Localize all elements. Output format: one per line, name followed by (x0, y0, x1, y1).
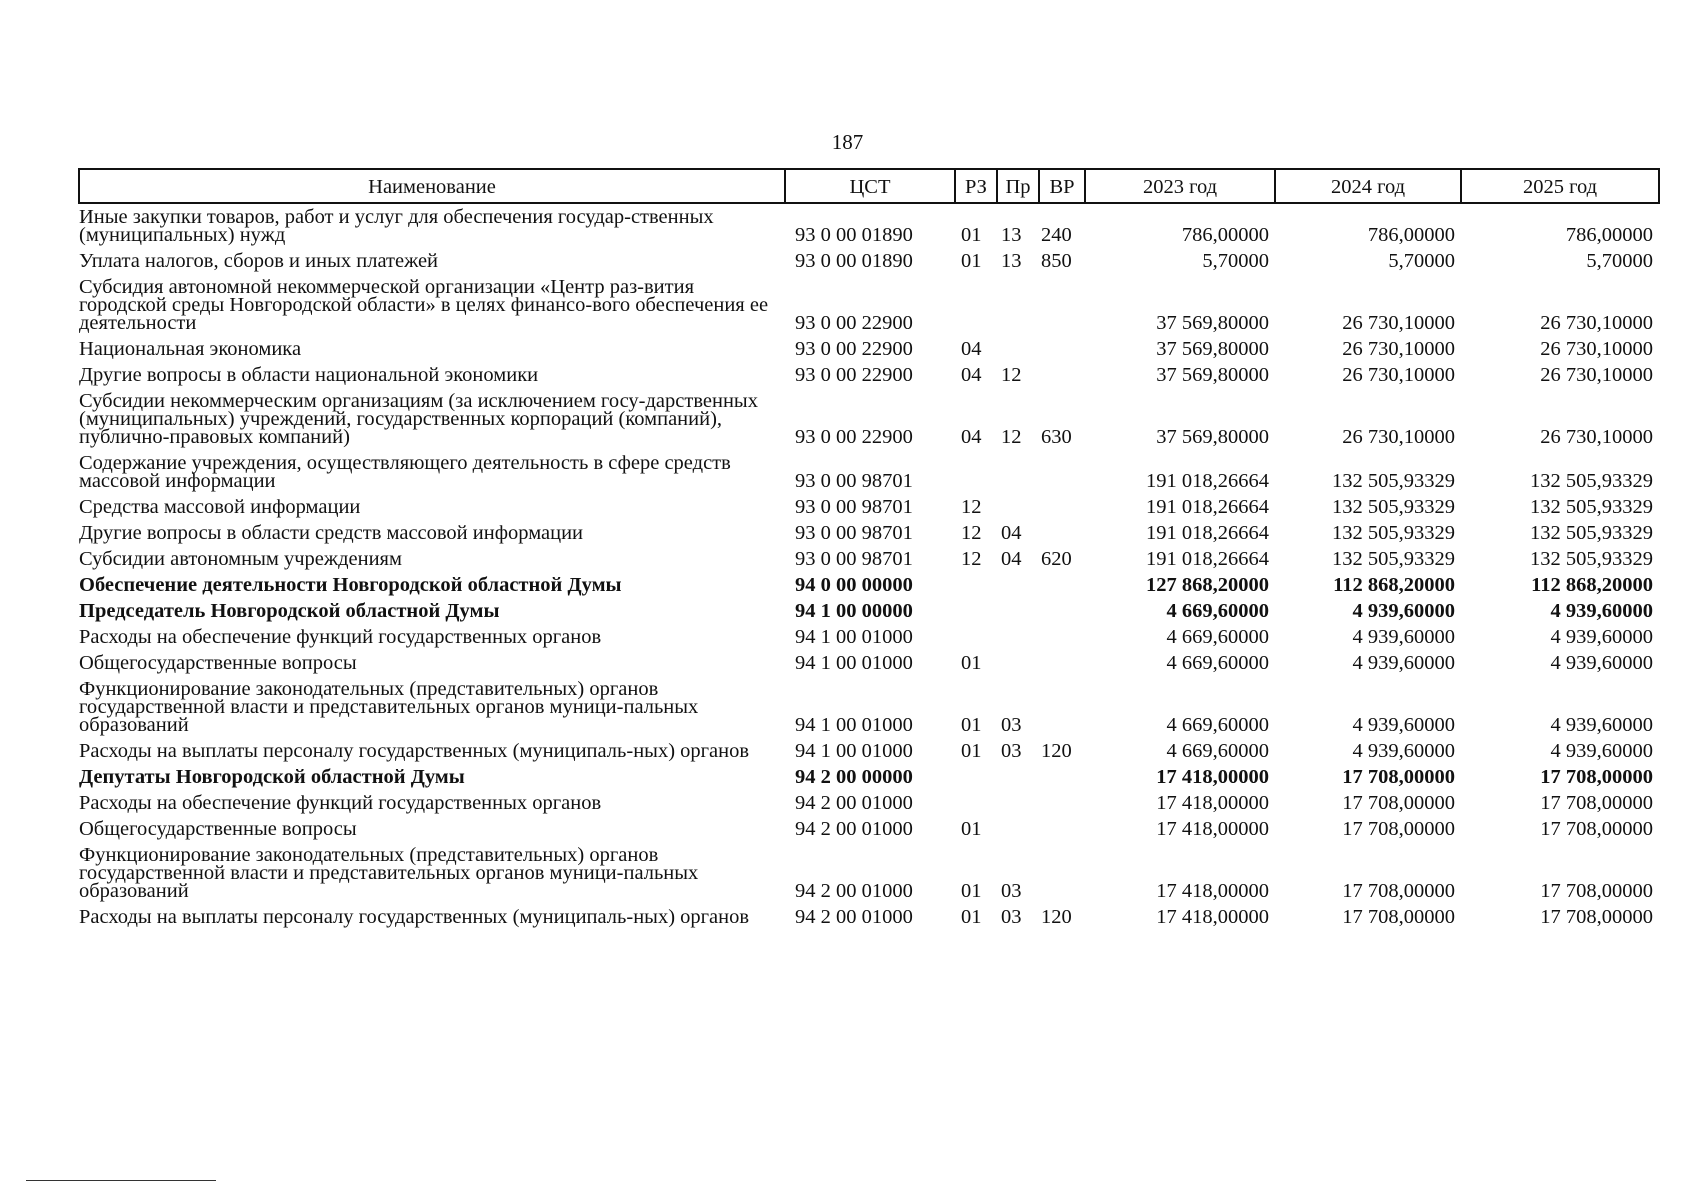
row-rz (955, 624, 997, 650)
table-row (79, 362, 1659, 388)
row-name: Председатель Новгородской областной Думы (79, 600, 500, 622)
table-row (79, 738, 1659, 764)
row-cst: 94 2 00 01000 (795, 906, 913, 928)
row-2025-amount: 132 505,93329 (1530, 470, 1653, 492)
row-2025-amount: 112 868,20000 (1531, 574, 1653, 596)
table-row (79, 624, 1659, 650)
row-2025-amount: 4 939,60000 (1550, 626, 1653, 648)
row-vr (1039, 450, 1085, 494)
row-2025-amount: 5,70000 (1586, 250, 1653, 272)
row-pr (997, 790, 1039, 816)
row-rz: 01 (961, 880, 982, 902)
row-cst: 93 0 00 01890 (795, 250, 913, 272)
header-cst: ЦСТ (785, 169, 955, 203)
row-2025-amount: 17 708,00000 (1540, 766, 1653, 788)
row-2024-amount: 132 505,93329 (1332, 470, 1455, 492)
row-2025-amount: 26 730,10000 (1540, 338, 1653, 360)
row-2023-amount: 17 418,00000 (1156, 792, 1269, 814)
row-rz: 12 (961, 548, 982, 570)
row-rz (955, 764, 997, 790)
row-2023-amount: 4 669,60000 (1166, 652, 1269, 674)
row-2023-amount: 191 018,26664 (1146, 548, 1269, 570)
row-rz: 01 (961, 906, 982, 928)
row-pr: 04 (1001, 548, 1022, 570)
row-2024-amount: 4 939,60000 (1352, 714, 1455, 736)
row-2023-amount: 4 669,60000 (1166, 740, 1269, 762)
row-rz: 12 (961, 522, 982, 544)
row-cst: 93 0 00 22900 (795, 338, 913, 360)
row-rz: 01 (961, 740, 982, 762)
row-pr (997, 650, 1039, 676)
table-row (79, 572, 1659, 598)
row-name: Расходы на обеспечение функций государственных органов (79, 626, 602, 648)
row-cst: 93 0 00 22900 (795, 312, 913, 334)
budget-table (78, 168, 1660, 930)
row-cst: 93 0 00 22900 (795, 364, 913, 386)
row-rz: 04 (961, 426, 982, 448)
row-vr (1039, 790, 1085, 816)
row-2024-amount: 17 708,00000 (1342, 792, 1455, 814)
row-2023-amount: 191 018,26664 (1146, 496, 1269, 518)
row-cst: 94 1 00 01000 (795, 714, 913, 736)
row-rz (955, 572, 997, 598)
row-cst: 94 1 00 01000 (795, 652, 913, 674)
row-rz (955, 450, 997, 494)
row-2024-amount: 132 505,93329 (1332, 496, 1455, 518)
header-pr: Пр (997, 169, 1039, 203)
row-name: Расходы на выплаты персоналу государственных (муниципаль-ных) органов (79, 740, 750, 762)
row-pr (997, 336, 1039, 362)
row-cst: 93 0 00 22900 (795, 426, 913, 448)
row-name: Субсидии автономным учреждениям (79, 548, 402, 570)
row-pr: 13 (1001, 224, 1022, 246)
row-2023-amount: 4 669,60000 (1166, 600, 1269, 622)
table-row (79, 388, 1659, 450)
footnote-divider (26, 1180, 216, 1181)
table-row (79, 676, 1659, 738)
row-2025-amount: 26 730,10000 (1540, 426, 1653, 448)
row-name: Функционирование законодательных (представительных) органов государственной власти и представительных органов муници-пальных образований (79, 678, 699, 736)
row-pr (997, 572, 1039, 598)
row-rz (955, 790, 997, 816)
row-2023-amount: 37 569,80000 (1156, 312, 1269, 334)
row-2025-amount: 26 730,10000 (1540, 364, 1653, 386)
row-2023-amount: 786,00000 (1181, 224, 1269, 246)
row-vr (1039, 520, 1085, 546)
row-2024-amount: 17 708,00000 (1342, 906, 1455, 928)
row-rz: 12 (961, 496, 982, 518)
row-name: Субсидии некоммерческим организациям (за исключением госу-дарственных (муниципальных) учреждений, государственных корпораций (компаний), публично-правовых компаний) (79, 390, 758, 448)
table-row (79, 494, 1659, 520)
row-name: Другие вопросы в области национальной экономики (79, 364, 539, 386)
table-row (79, 650, 1659, 676)
row-2025-amount: 4 939,60000 (1550, 600, 1653, 622)
row-2025-amount: 132 505,93329 (1530, 496, 1653, 518)
row-2025-amount: 132 505,93329 (1530, 548, 1653, 570)
budget-table-container (78, 168, 1658, 930)
row-pr (997, 624, 1039, 650)
row-2025-amount: 4 939,60000 (1550, 740, 1653, 762)
row-2024-amount: 4 939,60000 (1352, 652, 1455, 674)
table-row (79, 520, 1659, 546)
row-cst: 93 0 00 98701 (795, 496, 913, 518)
row-2024-amount: 17 708,00000 (1342, 880, 1455, 902)
row-cst: 94 2 00 00000 (795, 766, 913, 788)
row-2025-amount: 4 939,60000 (1550, 652, 1653, 674)
row-2023-amount: 17 418,00000 (1156, 766, 1269, 788)
row-name: Уплата налогов, сборов и иных платежей (79, 250, 439, 272)
row-rz: 01 (961, 818, 982, 840)
row-pr (997, 816, 1039, 842)
row-pr (997, 494, 1039, 520)
table-row (79, 248, 1659, 274)
row-vr (1039, 572, 1085, 598)
row-name: Общегосударственные вопросы (79, 652, 357, 674)
table-row (79, 546, 1659, 572)
table-row (79, 450, 1659, 494)
row-cst: 94 2 00 01000 (795, 880, 913, 902)
table-row (79, 598, 1659, 624)
table-row (79, 764, 1659, 790)
row-pr (997, 764, 1039, 790)
row-cst: 94 2 00 01000 (795, 792, 913, 814)
row-pr: 03 (1001, 906, 1022, 928)
row-2023-amount: 5,70000 (1202, 250, 1269, 272)
row-2024-amount: 26 730,10000 (1342, 338, 1455, 360)
row-name: Функционирование законодательных (представительных) органов государственной власти и представительных органов муници-пальных образований (79, 844, 699, 902)
row-rz (955, 598, 997, 624)
row-cst: 93 0 00 98701 (795, 470, 913, 492)
row-2023-amount: 37 569,80000 (1156, 364, 1269, 386)
row-rz: 04 (961, 364, 982, 386)
row-2025-amount: 17 708,00000 (1540, 906, 1653, 928)
table-row (79, 790, 1659, 816)
row-pr: 04 (1001, 522, 1022, 544)
row-rz: 01 (961, 714, 982, 736)
row-vr (1039, 842, 1085, 904)
row-cst: 94 1 00 01000 (795, 740, 913, 762)
row-name: Расходы на обеспечение функций государственных органов (79, 792, 602, 814)
row-rz: 01 (961, 250, 982, 272)
row-vr (1039, 362, 1085, 388)
header-2024: 2024 год (1275, 169, 1461, 203)
row-name: Средства массовой информации (79, 496, 361, 518)
table-body (79, 203, 1659, 930)
row-vr (1039, 650, 1085, 676)
row-2023-amount: 17 418,00000 (1156, 906, 1269, 928)
row-vr (1039, 336, 1085, 362)
row-cst: 93 0 00 01890 (795, 224, 913, 246)
row-2023-amount: 127 868,20000 (1146, 574, 1269, 596)
row-vr (1039, 274, 1085, 336)
header-2023: 2023 год (1085, 169, 1275, 203)
row-name: Общегосударственные вопросы (79, 818, 357, 840)
row-pr: 12 (1001, 364, 1022, 386)
row-vr (1039, 624, 1085, 650)
row-vr: 630 (1041, 426, 1072, 448)
row-vr: 120 (1041, 740, 1072, 762)
row-2023-amount: 191 018,26664 (1146, 470, 1269, 492)
row-cst: 94 0 00 00000 (795, 574, 913, 596)
row-rz: 01 (961, 652, 982, 674)
row-2025-amount: 17 708,00000 (1540, 880, 1653, 902)
header-vr: ВР (1039, 169, 1085, 203)
row-2024-amount: 26 730,10000 (1342, 364, 1455, 386)
row-rz (955, 274, 997, 336)
row-2024-amount: 26 730,10000 (1342, 312, 1455, 334)
row-2023-amount: 191 018,26664 (1146, 522, 1269, 544)
row-2024-amount: 17 708,00000 (1342, 818, 1455, 840)
row-name: Другие вопросы в области средств массовой информации (79, 522, 584, 544)
row-cst: 94 2 00 01000 (795, 818, 913, 840)
header-rz: РЗ (955, 169, 997, 203)
row-2024-amount: 112 868,20000 (1333, 574, 1455, 596)
page-number: 187 (831, 130, 864, 154)
row-pr: 13 (1001, 250, 1022, 272)
row-2025-amount: 132 505,93329 (1530, 522, 1653, 544)
table-row (79, 904, 1659, 930)
row-vr (1039, 764, 1085, 790)
row-name: Иные закупки товаров, работ и услуг для обеспечения государ-ственных (муниципальных) нужд (79, 206, 714, 246)
row-pr: 03 (1001, 714, 1022, 736)
row-cst: 94 1 00 01000 (795, 626, 913, 648)
row-2024-amount: 26 730,10000 (1342, 426, 1455, 448)
row-pr: 03 (1001, 740, 1022, 762)
row-vr (1039, 816, 1085, 842)
row-2023-amount: 17 418,00000 (1156, 880, 1269, 902)
row-name: Субсидия автономной некоммерческой организации «Центр раз-вития городской среды Новгородской области» в целях финансо-вого обеспечения ее деятельности (79, 276, 769, 334)
row-2025-amount: 17 708,00000 (1540, 818, 1653, 840)
row-2024-amount: 4 939,60000 (1352, 740, 1455, 762)
table-row (79, 336, 1659, 362)
row-pr (997, 598, 1039, 624)
row-2023-amount: 4 669,60000 (1166, 626, 1269, 648)
row-name: Депутаты Новгородской областной Думы (79, 766, 465, 788)
table-row (79, 274, 1659, 336)
row-name: Обеспечение деятельности Новгородской областной Думы (79, 574, 622, 596)
row-2025-amount: 17 708,00000 (1540, 792, 1653, 814)
row-vr: 240 (1041, 224, 1072, 246)
row-2023-amount: 37 569,80000 (1156, 338, 1269, 360)
row-2024-amount: 4 939,60000 (1352, 600, 1455, 622)
table-row (79, 203, 1659, 248)
row-pr: 03 (1001, 880, 1022, 902)
row-2025-amount: 26 730,10000 (1540, 312, 1653, 334)
row-rz: 04 (961, 338, 982, 360)
row-2023-amount: 37 569,80000 (1156, 426, 1269, 448)
row-vr: 620 (1041, 548, 1072, 570)
table-header (79, 169, 1659, 203)
row-vr: 850 (1041, 250, 1072, 272)
row-pr (997, 450, 1039, 494)
row-2024-amount: 132 505,93329 (1332, 522, 1455, 544)
header-name: Наименование (79, 169, 785, 203)
row-pr: 12 (1001, 426, 1022, 448)
row-cst: 94 1 00 00000 (795, 600, 913, 622)
row-2025-amount: 4 939,60000 (1550, 714, 1653, 736)
row-name: Содержание учреждения, осуществляющего деятельность в сфере средств массовой информации (79, 452, 731, 492)
row-2025-amount: 786,00000 (1565, 224, 1653, 246)
row-2024-amount: 786,00000 (1367, 224, 1455, 246)
row-cst: 93 0 00 98701 (795, 522, 913, 544)
row-vr (1039, 598, 1085, 624)
row-vr (1039, 676, 1085, 738)
row-pr (997, 274, 1039, 336)
row-2023-amount: 4 669,60000 (1166, 714, 1269, 736)
row-2024-amount: 132 505,93329 (1332, 548, 1455, 570)
header-row (79, 169, 1659, 203)
row-2023-amount: 17 418,00000 (1156, 818, 1269, 840)
row-2024-amount: 4 939,60000 (1352, 626, 1455, 648)
row-vr (1039, 494, 1085, 520)
table-row (79, 816, 1659, 842)
table-row (79, 842, 1659, 904)
row-2024-amount: 5,70000 (1388, 250, 1455, 272)
row-vr: 120 (1041, 906, 1072, 928)
row-rz: 01 (961, 224, 982, 246)
row-cst: 93 0 00 98701 (795, 548, 913, 570)
row-name: Национальная экономика (79, 338, 302, 360)
row-2024-amount: 17 708,00000 (1342, 766, 1455, 788)
row-name: Расходы на выплаты персоналу государственных (муниципаль-ных) органов (79, 906, 750, 928)
header-2025: 2025 год (1461, 169, 1659, 203)
